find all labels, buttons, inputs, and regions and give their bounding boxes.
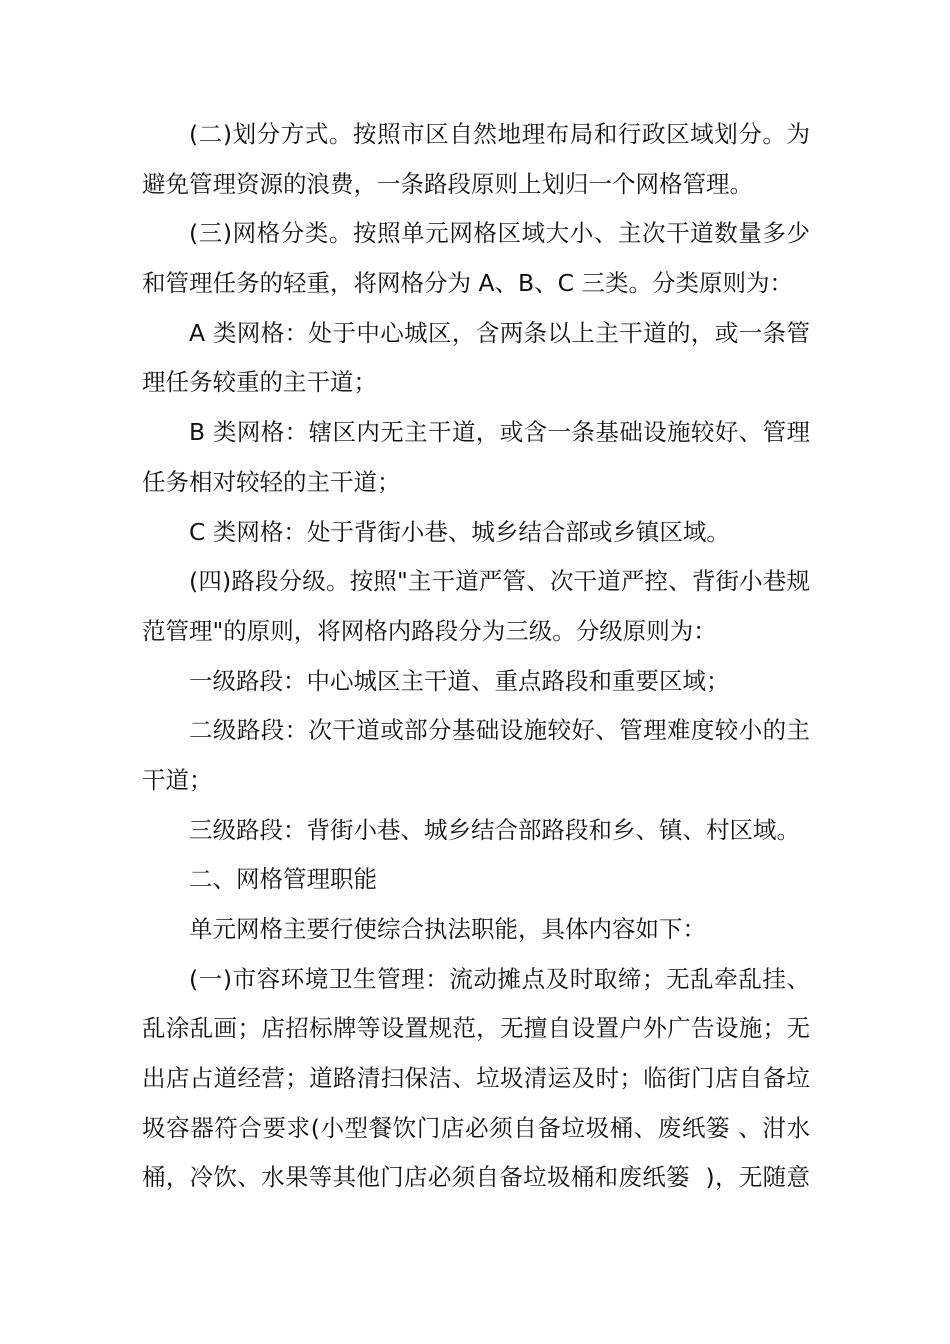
paragraph-class-b	[142, 408, 810, 507]
text-line: 避免管理资源的浪费，一条路段原则上划归一个网格管理。	[142, 169, 753, 198]
text-line: 二级路段：次干道或部分基础设施较好、管理难度较小的主	[189, 716, 810, 745]
text-line: 范管理"的原则，将网格内路段分为三级。分级原则为：	[142, 616, 717, 645]
section-heading	[142, 855, 810, 905]
text-line: B 类网格：辖区内无主干道，或含一条基础设施较好、管理	[189, 418, 810, 447]
text-line: 二、网格管理职能	[189, 865, 377, 894]
text-line: (一)市容环境卫生管理：流动摊点及时取缔；无乱牵乱挂、	[189, 964, 810, 993]
text-line: 乱涂乱画；店招标牌等设置规范，无擅自设置户外广告设施；无	[142, 1014, 810, 1043]
text-line: 三级路段：背街小巷、城乡结合部路段和乡、镇、村区域。	[189, 815, 800, 844]
document-body	[142, 110, 810, 1203]
paragraph-level-2	[142, 706, 810, 805]
paragraph-level-3	[142, 806, 810, 856]
paragraph-class-c	[142, 508, 810, 558]
paragraph-sanitation	[142, 955, 810, 1203]
text-line: 单元网格主要行使综合执法职能，具体内容如下：	[189, 915, 706, 943]
text-line: (四)路段分级。按照"主干道严管、次干道严控、背街小巷规	[189, 567, 810, 596]
paragraph-section-intro	[142, 905, 810, 955]
text-line: 出店占道经营；道路清扫保洁、垃圾清运及时；临街门店自备垃	[142, 1064, 810, 1093]
text-line: 理任务较重的主干道；	[142, 368, 377, 397]
paragraph-grid-classification	[142, 209, 810, 308]
paragraph-road-grading	[142, 557, 810, 656]
text-line: 圾容器符合要求(小型餐饮门店必须自备垃圾桶、废纸篓 、泔水	[142, 1113, 810, 1142]
text-line: 一级路段：中心城区主干道、重点路段和重要区域；	[189, 666, 730, 695]
text-line: (三)网格分类。按照单元网格区域大小、主次干道数量多少	[189, 219, 810, 248]
paragraph-class-a	[142, 309, 810, 408]
text-line: 桶，冷饮、水果等其他门店必须自备垃圾桶和废纸篓 )，无随意	[142, 1163, 810, 1192]
text-line: 和管理任务的轻重，将网格分为 A、B、C 三类。分类原则为：	[142, 269, 794, 298]
text-line: 任务相对较轻的主干道；	[142, 467, 401, 496]
text-line: C 类网格：处于背街小巷、城乡结合部或乡镇区域。	[189, 517, 730, 546]
text-line: A 类网格：处于中心城区，含两条以上主干道的，或一条管	[189, 318, 810, 347]
paragraph-level-1	[142, 657, 810, 707]
text-line: 干道；	[142, 765, 213, 794]
text-line: (二)划分方式。按照市区自然地理布局和行政区域划分。为	[189, 120, 810, 148]
paragraph-division-method	[142, 110, 810, 209]
